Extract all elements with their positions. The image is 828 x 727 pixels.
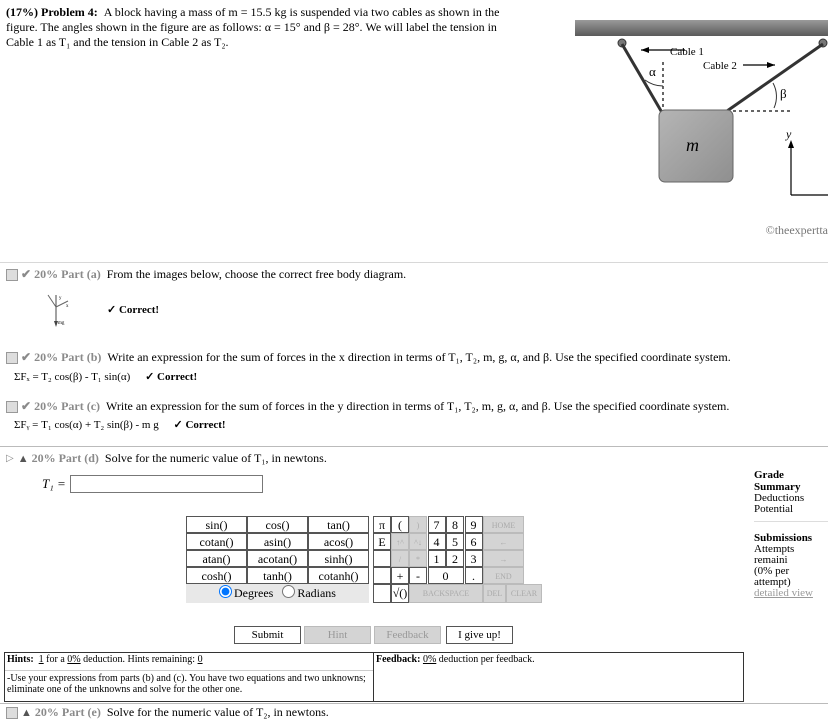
feedback-summary: [376, 654, 535, 665]
right-paren-button[interactable]: ): [409, 516, 427, 533]
acotan-button[interactable]: acotan(): [247, 550, 308, 567]
cable-1-label: Cable 1: [670, 46, 704, 58]
warning-icon: ▲: [21, 706, 32, 719]
collapse-icon[interactable]: [6, 707, 18, 719]
detailed-view-link[interactable]: detailed view: [754, 587, 813, 599]
problem-line-3: Cable 1 as T₁ and the tension in Cable 2 as T₂.: [6, 35, 229, 49]
part-a-status: ✓ Correct!: [107, 304, 160, 316]
feedback-button[interactable]: Feedback: [374, 626, 441, 644]
end-button[interactable]: END: [483, 567, 524, 584]
digit-1-button[interactable]: 1: [428, 550, 446, 567]
digit-3-button[interactable]: 3: [465, 550, 483, 567]
check-icon: ✔: [21, 399, 32, 413]
part-a-header: [6, 267, 406, 282]
fbd-y-label: y: [59, 296, 62, 301]
part-c-answer-row: [14, 418, 226, 431]
cable-1-line: [622, 44, 664, 116]
sin-button[interactable]: sin(): [186, 516, 247, 533]
part-e-header: [6, 705, 329, 720]
power-down-button[interactable]: ^↓: [409, 533, 427, 550]
plus-button[interactable]: +: [391, 567, 409, 584]
cotan-button[interactable]: cotan(): [186, 533, 247, 550]
problem-line-1: A block having a mass of m = 15.5 kg is suspended via two cables as shown in the: [103, 5, 500, 19]
collapse-icon[interactable]: [6, 352, 18, 364]
digit-7-button[interactable]: 7: [428, 516, 446, 533]
hints-pct: 0%: [67, 654, 81, 665]
feedback-label: Feedback:: [376, 654, 421, 665]
part-b-status: ✓ Correct!: [145, 371, 198, 383]
decimal-button[interactable]: .: [465, 567, 483, 584]
divider: [0, 446, 828, 447]
hints-panel: [5, 653, 374, 701]
tan-button[interactable]: tan(): [308, 516, 369, 533]
degrees-radio[interactable]: [219, 585, 232, 598]
attempts-remaining: Attempts remaini: [754, 543, 795, 566]
hint-text: -Use your expressions from parts (b) and (c). You have two equations and two unknowns; eliminate one of the unknowns and solve for the other one.: [5, 670, 373, 697]
mass-label: m: [686, 135, 699, 155]
power-up-button[interactable]: ↑^: [391, 533, 409, 550]
feedback-pct: 0%: [422, 654, 437, 665]
part-a-question: From the images below, choose the correct free body diagram.: [106, 267, 407, 281]
blank-key: [373, 550, 391, 567]
feedback-text: deduction per feedback.: [438, 654, 535, 665]
pi-button[interactable]: π: [373, 516, 391, 533]
left-paren-button[interactable]: (: [391, 516, 409, 533]
cable-2-line: [727, 44, 823, 111]
part-b-answer-row: [14, 370, 197, 383]
backspace-button[interactable]: BACKSPACE: [409, 584, 483, 603]
digit-4-button[interactable]: 4: [428, 533, 446, 550]
hints-for-a: for a: [46, 654, 65, 665]
home-button[interactable]: HOME: [483, 516, 524, 533]
alpha-label: α: [649, 64, 656, 79]
atan-button[interactable]: atan(): [186, 550, 247, 567]
divider: [0, 703, 828, 704]
grade-summary: [754, 469, 828, 599]
give-up-button[interactable]: I give up!: [446, 626, 513, 644]
beta-label: β: [780, 86, 787, 101]
part-b-answer: ΣFₓ = T₂ cos(β) - T₁ sin(α): [14, 371, 131, 383]
digit-5-button[interactable]: 5: [446, 533, 464, 550]
hints-summary: [5, 653, 373, 666]
part-b-weight: 20% Part (b): [34, 350, 102, 364]
y-axis-label: y: [786, 127, 792, 141]
sinh-button[interactable]: sinh(): [308, 550, 369, 567]
cable-2-label: Cable 2: [703, 60, 737, 72]
t1-answer-input[interactable]: [70, 475, 263, 493]
collapse-icon[interactable]: [6, 269, 18, 281]
collapse-icon[interactable]: [6, 401, 18, 413]
radians-label: Radians: [297, 586, 336, 600]
problem-header: (17%) Problem 4:: [6, 5, 98, 19]
digit-8-button[interactable]: 8: [446, 516, 464, 533]
deductions-label: Deductions: [754, 492, 805, 504]
part-b-question: Write an expression for the sum of forces in the x direction in terms of T₁, T₂, m, g, α, and β. Use the specified coordinate system.: [107, 350, 731, 364]
minus-button[interactable]: -: [409, 567, 427, 584]
hints-count: 1: [38, 654, 44, 665]
potential-label: Potential: [754, 503, 794, 515]
check-icon: ✔: [21, 350, 32, 364]
submissions-title: Submissions: [754, 532, 813, 544]
blank-key: [373, 584, 391, 603]
divider: [0, 262, 828, 263]
clear-button[interactable]: CLEAR: [506, 584, 542, 603]
radians-radio[interactable]: [282, 585, 295, 598]
fbd-mg-label: mg: [58, 321, 65, 326]
check-icon: ✔: [21, 267, 32, 281]
problem-figure: [575, 20, 828, 242]
back-arrow-button[interactable]: ←: [483, 533, 524, 550]
t1-input-label: T₁ =: [42, 476, 66, 491]
part-d-header: [6, 451, 327, 466]
hints-label: Hints:: [7, 654, 34, 665]
cotanh-button[interactable]: cotanh(): [308, 567, 369, 584]
part-c-status: ✓ Correct!: [173, 419, 226, 431]
problem-line-2: figure. The angles shown in the figure are as follows: α = 15° and β = 28°. We will label the tension in: [6, 20, 497, 34]
cos-button[interactable]: cos(): [247, 516, 308, 533]
forward-arrow-button[interactable]: →: [483, 550, 524, 567]
digit-9-button[interactable]: 9: [465, 516, 483, 533]
multiply-button[interactable]: *: [409, 550, 427, 567]
acos-button[interactable]: acos(): [308, 533, 369, 550]
ceiling: [575, 20, 828, 36]
hints-deduction: deduction. Hints remaining:: [83, 654, 196, 665]
delete-button[interactable]: DEL: [483, 584, 506, 603]
hint-button[interactable]: Hint: [304, 626, 371, 644]
hints-remaining: 0: [197, 654, 203, 665]
angle-mode-row: [186, 584, 369, 603]
part-e-weight: 20% Part (e): [34, 705, 101, 719]
part-c-header: [6, 399, 729, 414]
degrees-label: Degrees: [234, 586, 274, 600]
tanh-button[interactable]: tanh(): [247, 567, 308, 584]
fbd-x-label: x: [66, 304, 69, 309]
digit-6-button[interactable]: 6: [465, 533, 483, 550]
digit-2-button[interactable]: 2: [446, 550, 464, 567]
per-attempt: (0% per attempt): [754, 565, 791, 588]
part-d-question: Solve for the numeric value of T₁, in newtons.: [104, 451, 327, 465]
part-e-question: Solve for the numeric value of T₂, in newtons.: [106, 705, 329, 719]
hints-feedback-panel: [4, 652, 744, 702]
sqrt-button[interactable]: √(): [391, 584, 409, 603]
part-b-header: [6, 350, 731, 365]
divide-button[interactable]: /: [391, 550, 409, 567]
part-c-weight: 20% Part (c): [34, 399, 101, 413]
asin-button[interactable]: asin(): [247, 533, 308, 550]
grade-summary-title: Grade Summary: [754, 469, 801, 493]
warning-icon: ▲: [17, 452, 29, 465]
submit-button[interactable]: Submit: [234, 626, 301, 644]
problem-statement: [6, 5, 554, 50]
part-d-weight: 20% Part (d): [31, 451, 99, 465]
play-icon[interactable]: ▷: [6, 453, 14, 464]
blank-key: [373, 567, 391, 584]
figure-credit: ©theexpertta: [765, 223, 828, 237]
part-c-answer: ΣFᵧ = T₁ cos(α) + T₂ sin(β) - m g: [14, 419, 159, 431]
e-button[interactable]: E: [373, 533, 391, 550]
digit-0-button[interactable]: 0: [428, 567, 464, 584]
part-c-question: Write an expression for the sum of forces in the y direction in terms of T₁, T₂, m, g, α, and β. Use the specified coordinate system.: [106, 399, 730, 413]
cosh-button[interactable]: cosh(): [186, 567, 247, 584]
part-a-weight: 20% Part (a): [34, 267, 101, 281]
fbd-thumbnail: [40, 287, 74, 331]
calculator-keypad: [186, 516, 542, 603]
